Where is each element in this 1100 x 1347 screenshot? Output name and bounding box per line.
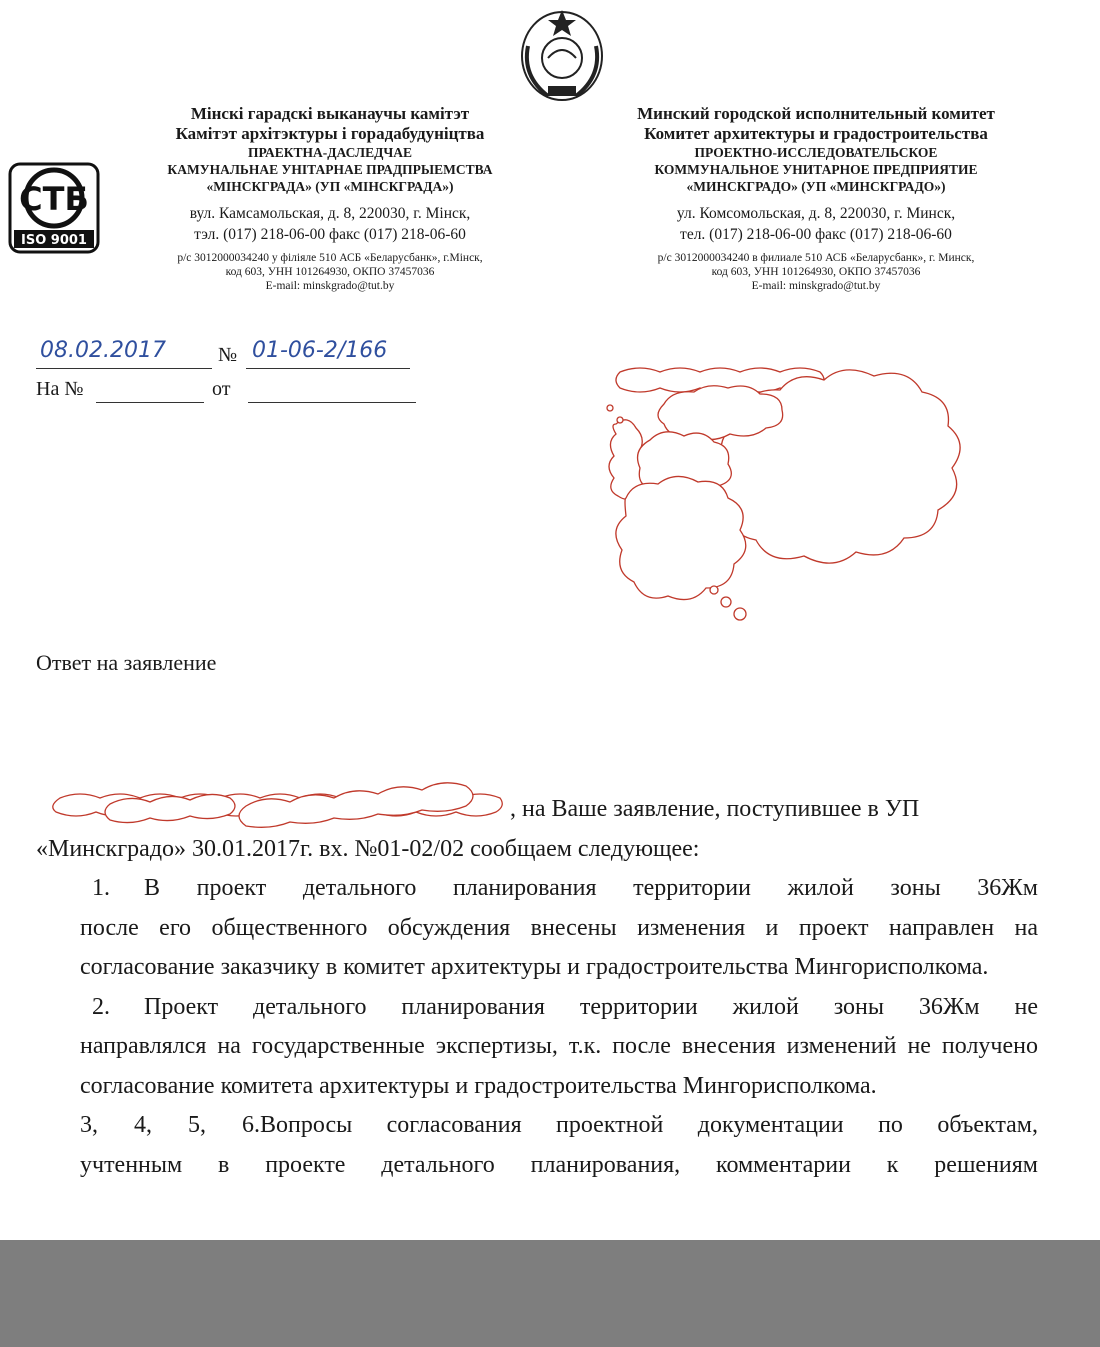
iso-standard-text: ISO 9001 xyxy=(21,233,87,248)
list-item xyxy=(36,869,1038,988)
date-underline xyxy=(36,368,212,369)
item-number: 3, 4, 5, 6. xyxy=(80,1112,260,1138)
reference-from-label: от xyxy=(212,378,231,400)
list-item xyxy=(36,988,1038,1107)
scan-footer-bar xyxy=(0,1240,1100,1347)
number-underline xyxy=(246,368,410,369)
item-number: 1. xyxy=(92,875,110,901)
redaction-cloud xyxy=(609,420,645,499)
item-text-rest: учтенным в проекте детального планирования, комментарии к решениям xyxy=(80,1151,1038,1178)
list-item xyxy=(36,1106,1038,1185)
issuer-codes: код 603, УНН 101264930, ОКПО 37457036 xyxy=(711,266,921,278)
redaction-cloud xyxy=(616,476,746,599)
reference-date-blank xyxy=(248,402,416,403)
intro-part-1: , на Ваше заявление, поступившее в УП xyxy=(510,796,920,822)
issuer-phone: тел. (017) 218-06-00 факс (017) 218-06-60 xyxy=(680,226,952,243)
outgoing-number-label: № xyxy=(218,344,238,366)
item-text-first-line: Вопросы согласования проектной документации по объектам, xyxy=(260,1112,1038,1138)
redaction-dot xyxy=(710,586,718,594)
redaction-cloud xyxy=(718,370,960,563)
outgoing-date-handwritten: 08.02.2017 xyxy=(40,338,166,363)
issuer-line-4: КАМУНАЛЬНАЕ УНІТАРНАЕ ПРАДПРЫЕМСТВА xyxy=(167,162,493,177)
issuer-line-3: ПРАЕКТНА-ДАСЛЕДЧАЕ xyxy=(247,145,413,160)
issuer-codes: код 603, УНН 101264930, ОКПО 37457036 xyxy=(225,266,435,278)
intro-part-2: «Минскградо» 30.01.2017г. вх. №01-02/02 сообщаем следующее: xyxy=(36,835,700,862)
redaction-dot xyxy=(607,405,613,411)
issuer-line-1: Минский городской исполнительный комитет xyxy=(637,104,995,123)
letter-subject: Ответ на заявление xyxy=(36,650,217,675)
intro-paragraph xyxy=(36,790,1038,869)
state-emblem xyxy=(518,6,606,104)
redaction-cloud xyxy=(638,432,732,498)
issuer-address: ул. Комсомольская, д. 8, 220030, г. Минск, xyxy=(676,205,956,222)
issuer-email: E-mail: minskgrado@tut.by xyxy=(751,280,881,292)
item-number: 2. xyxy=(92,993,110,1020)
issuer-line-3: ПРОЕКТНО-ИССЛЕДОВАТЕЛЬСКОЕ xyxy=(694,145,938,160)
issuer-email: E-mail: minskgrado@tut.by xyxy=(265,280,395,292)
item-text-rest: после его общественного обсуждения внесены изменения и проект направлен на согласование заказчику в комитет архитектуры и градостроительства Мингорисполкома. xyxy=(80,914,1038,980)
redaction-cloud xyxy=(658,386,783,440)
belarus-coat-of-arms-icon xyxy=(518,6,606,104)
redaction-dot xyxy=(734,608,746,620)
outgoing-number-handwritten: 01-06-2/166 xyxy=(252,338,388,363)
item-text-rest: направлялся на государственные экспертизы, т.к. после внесения изменений не получено согласование комитета архитектуры и градостроительства Мингорисполкома. xyxy=(80,1033,1038,1099)
stb-mark-text: СТБ xyxy=(19,180,89,218)
stb-certification-icon xyxy=(8,162,100,254)
redaction-dot xyxy=(617,417,623,423)
issuer-phone: тэл. (017) 218-06-00 факс (017) 218-06-60 xyxy=(194,226,466,243)
letterhead-belarusian xyxy=(90,104,570,293)
reference-number-label: На № xyxy=(36,378,84,400)
issuer-line-2: Камітэт архітэктуры і горадабудуніцтва xyxy=(175,124,485,143)
stb-iso-certification-mark xyxy=(8,162,100,254)
redaction-cloud xyxy=(616,368,824,392)
issuer-line-5: «МИНСКГРАДО» (УП «МИНСКГРАДО») xyxy=(686,179,946,194)
issuer-bank: р/с 3012000034240 у філіяле 510 АСБ «Беларусбанк», г.Мінск, xyxy=(177,252,483,264)
issuer-line-2: Комитет архитектуры и градостроительства xyxy=(644,124,988,143)
letter-body xyxy=(36,790,1038,1185)
issuer-line-1: Мінскі гарадскі выканаучы камітэт xyxy=(190,104,470,123)
letterhead-russian xyxy=(576,104,1056,293)
redaction-dot xyxy=(721,597,731,607)
issuer-line-4: КОММУНАЛЬНОЕ УНИТАРНОЕ ПРЕДПРИЯТИЕ xyxy=(654,162,978,177)
issuer-address: вул. Камсамольская, д. 8, 220030, г. Мінск, xyxy=(189,205,471,222)
issuer-bank: р/с 3012000034240 в филиале 510 АСБ «Беларусбанк», г. Минск, xyxy=(657,252,975,264)
item-text-first-line: В проект детального планирования территории жилой зоны 36Жм xyxy=(144,875,1038,901)
item-text-first-line: Проект детального планирования территории жилой зоны 36Жм не xyxy=(144,993,1038,1020)
reference-number-blank xyxy=(96,402,204,403)
issuer-line-5: «МІНСКГРАДА» (УП «МІНСКГРАДА») xyxy=(206,179,454,194)
